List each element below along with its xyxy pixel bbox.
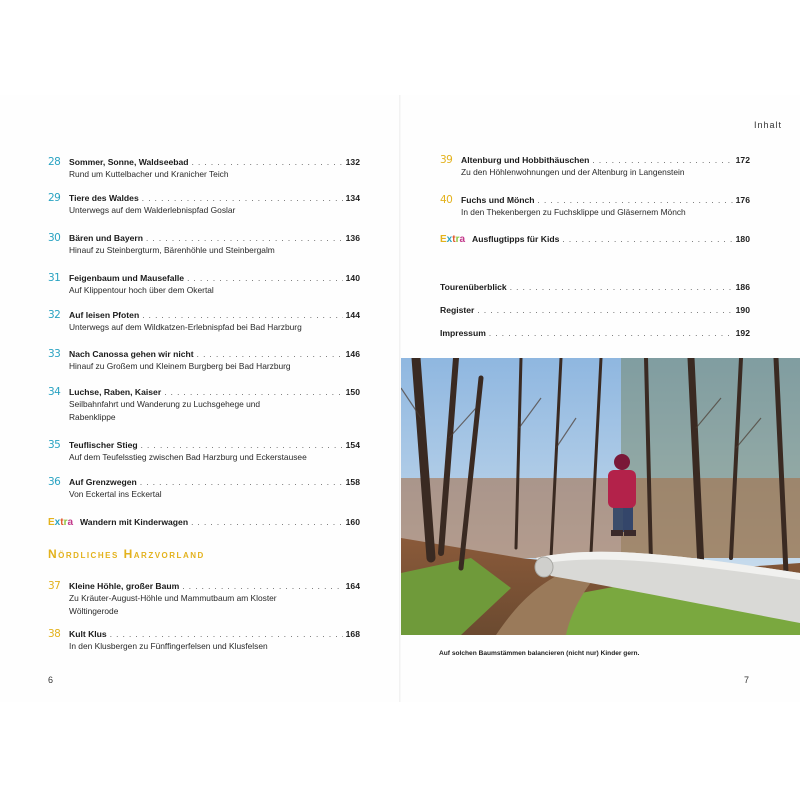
toc-entry[interactable] [48, 272, 360, 297]
page-ref: 190 [735, 305, 750, 315]
toc-entry[interactable] [48, 439, 360, 464]
leader-dots [489, 329, 733, 338]
tour-title: Nach Canossa gehen wir nicht [69, 349, 194, 359]
tour-subtitle: Auf dem Teufelsstieg zwischen Bad Harzburg und Eckerstausee [69, 452, 307, 462]
toc-entry-row [48, 580, 360, 592]
leader-dots [141, 441, 343, 450]
tour-number: 36 [48, 476, 61, 488]
toc-entry-row [440, 194, 750, 206]
appendix-entry[interactable] [440, 305, 750, 317]
page-ref: 154 [345, 440, 360, 450]
tour-subtitle: Rabenklippe [69, 412, 116, 422]
tour-title: Tiere des Waldes [69, 193, 139, 203]
tour-subtitle: Zu den Höhlenwohnungen und der Altenburg in Langenstein [461, 167, 685, 177]
tour-subtitle: Seilbahnfahrt und Wanderung zu Luchsgehege und [69, 399, 261, 409]
leader-dots [146, 234, 343, 243]
appendix-title: Register [440, 305, 475, 315]
tour-number: 31 [48, 272, 61, 284]
page-ref: 140 [345, 273, 360, 283]
toc-entry-row [48, 628, 360, 640]
extra-badge: Extra [48, 517, 74, 528]
leader-dots [140, 478, 343, 487]
tour-title: Luchse, Raben, Kaiser [69, 387, 162, 397]
tour-number: 37 [48, 580, 61, 592]
tour-title: Auf leisen Pfoten [69, 310, 140, 320]
leader-dots [538, 196, 733, 205]
photo-caption: Auf solchen Baumstämmen balancieren (nicht nur) Kinder gern. [439, 650, 640, 657]
leader-dots [197, 350, 343, 359]
toc-entry-row [48, 348, 360, 360]
toc-entry[interactable] [440, 194, 750, 219]
tour-subtitle: Wöltingerode [69, 606, 119, 616]
tour-number: 30 [48, 232, 61, 244]
appendix-title: Impressum [440, 328, 486, 338]
page-ref: 146 [345, 349, 360, 359]
running-header: Inhalt [753, 120, 782, 130]
tour-number: 29 [48, 192, 61, 204]
tour-subtitle: Zu Kräuter-August-Höhle und Mammutbaum am Kloster [69, 593, 277, 603]
extra-badge: Extra [440, 234, 466, 245]
tour-number: 32 [48, 309, 61, 321]
leader-dots [142, 311, 342, 320]
page-number-left: 6 [48, 675, 54, 685]
tour-subtitle: Hinauf zu Steinbergturm, Bärenhöhle und Steinbergalm [69, 245, 275, 255]
toc-entry-row [48, 476, 360, 488]
page-ref: 172 [735, 155, 750, 165]
tour-title: Feigenbaum und Mausefalle [69, 273, 185, 283]
leader-dots [191, 518, 343, 527]
page-ref: 160 [345, 517, 360, 527]
toc-entry-row [48, 192, 360, 204]
page-ref: 168 [345, 629, 360, 639]
toc-entry[interactable] [48, 192, 360, 217]
tour-subtitle: Unterwegs auf dem Wildkatzen-Erlebnispfad bei Bad Harzburg [69, 322, 302, 332]
page-ref: 180 [735, 234, 750, 244]
leader-dots [142, 194, 343, 203]
extra-entry[interactable] [440, 234, 750, 246]
leader-dots [164, 388, 342, 397]
page-ref: 144 [345, 310, 360, 320]
toc-entry[interactable] [48, 309, 360, 334]
tour-number: 33 [48, 348, 61, 360]
toc-entry[interactable] [48, 476, 360, 501]
extra-title: Wandern mit Kinderwagen [80, 517, 189, 527]
appendix-entry[interactable] [440, 328, 750, 340]
appendix-entry[interactable] [440, 282, 750, 294]
appendix-title: Tourenüberblick [440, 282, 507, 292]
leader-dots [187, 274, 343, 283]
toc-entry[interactable] [48, 156, 360, 181]
leader-dots [182, 582, 342, 591]
page-ref: 164 [345, 581, 360, 591]
tour-subtitle: In den Klusbergen zu Fünffingerfelsen und Klusfelsen [69, 641, 268, 651]
leader-dots [562, 235, 732, 244]
tour-title: Kult Klus [69, 629, 107, 639]
tour-title: Sommer, Sonne, Waldseebad [69, 157, 189, 167]
toc-entry-row [48, 272, 360, 284]
leader-dots [510, 283, 733, 292]
toc-entry-row [48, 386, 360, 398]
tour-number: 35 [48, 439, 61, 451]
page-ref: 186 [735, 282, 750, 292]
section-title: Nördliches Harzvorland [48, 547, 205, 561]
tour-title: Fuchs und Mönch [461, 195, 535, 205]
page-number-right: 7 [744, 675, 750, 685]
tour-subtitle: Unterwegs auf dem Walderlebnispfad Goslar [69, 205, 236, 215]
toc-entry[interactable] [48, 232, 360, 257]
tour-subtitle: Auf Klippentour hoch über dem Okertal [69, 285, 214, 295]
toc-entry-row [48, 439, 360, 451]
page-ref: 192 [735, 328, 750, 338]
tour-title: Teuflischer Stieg [69, 440, 138, 450]
extra-entry[interactable] [48, 517, 360, 529]
toc-entry[interactable] [48, 348, 360, 373]
page-ref: 158 [345, 477, 360, 487]
toc-entry[interactable] [48, 580, 360, 618]
tour-number: 28 [48, 156, 61, 168]
forest-photo [401, 358, 800, 635]
tour-subtitle: Hinauf zu Großem und Kleinem Burgberg bei Bad Harzburg [69, 361, 291, 371]
leader-dots [192, 158, 343, 167]
tour-subtitle: Rund um Kuttelbacher und Kranicher Teich [69, 169, 229, 179]
toc-entry-row [48, 309, 360, 321]
toc-entry[interactable] [48, 628, 360, 653]
tour-title: Altenburg und Hobbithäuschen [461, 155, 590, 165]
toc-entry[interactable] [48, 386, 360, 424]
toc-entry[interactable] [440, 154, 750, 179]
tour-title: Auf Grenzwegen [69, 477, 137, 487]
tour-number: 34 [48, 386, 61, 398]
tour-title: Kleine Höhle, großer Baum [69, 581, 180, 591]
page-ref: 132 [345, 157, 360, 167]
page-ref: 150 [345, 387, 360, 397]
toc-entry-row [440, 154, 750, 166]
page-ref: 136 [345, 233, 360, 243]
leader-dots [110, 630, 343, 639]
tour-number: 39 [440, 154, 453, 166]
page-ref: 134 [345, 193, 360, 203]
toc-entry-row [48, 156, 360, 168]
extra-title: Ausflugtipps für Kids [472, 234, 560, 244]
toc-entry-row [48, 232, 360, 244]
leader-dots [592, 156, 732, 165]
tour-title: Bären und Bayern [69, 233, 144, 243]
tour-number: 40 [440, 194, 453, 206]
tour-subtitle: Von Eckertal ins Eckertal [69, 489, 162, 499]
tour-subtitle: In den Thekenbergen zu Fuchsklippe und Gläsernem Mönch [461, 207, 686, 217]
leader-dots [477, 306, 732, 315]
tour-number: 38 [48, 628, 61, 640]
page-ref: 176 [735, 195, 750, 205]
